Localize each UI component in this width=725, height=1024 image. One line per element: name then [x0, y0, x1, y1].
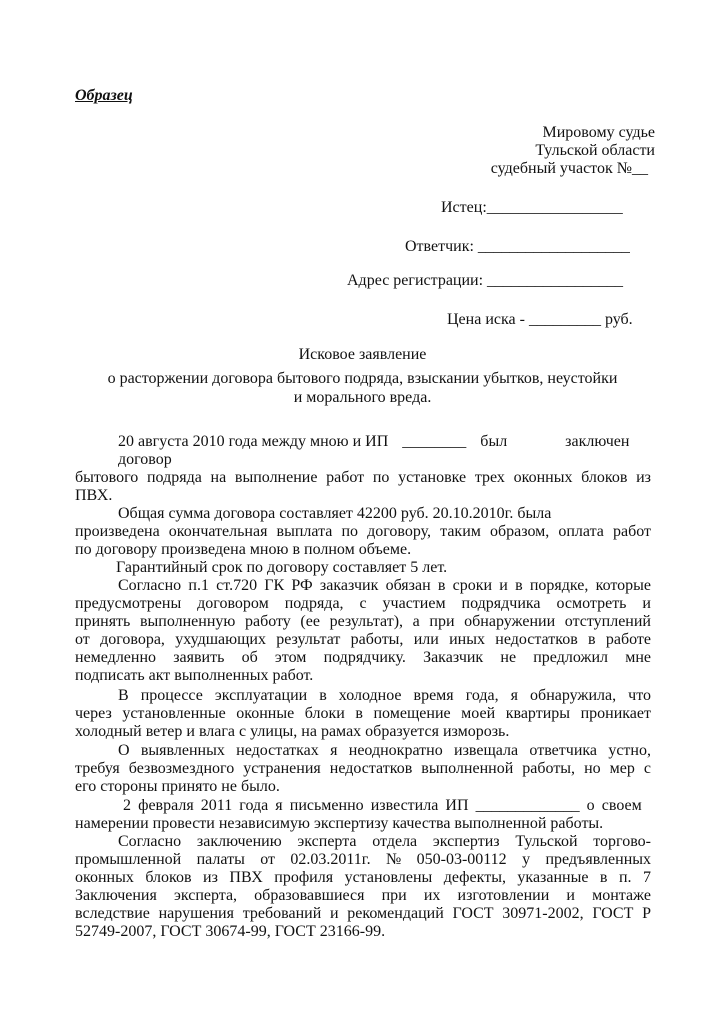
paragraph-line: немедленно заявить об этом подрядчику. Заказчик не предложил мне [75, 649, 651, 666]
paragraph-line: Заключения эксперта, образовавшиеся при их изготовлении и монтаже [75, 887, 651, 904]
paragraph-line: принять выполненную работу (ее результат), а при обнаружении отступлений [75, 613, 651, 630]
paragraph-line: договор [118, 451, 172, 468]
paragraph-line: по договору произведена мною в полном объеме. [75, 541, 412, 558]
paragraph-expertise [75, 833, 651, 941]
paragraph-payment [75, 505, 651, 559]
addressee-line-1: Мировому судье [542, 124, 655, 141]
paragraph-warranty [75, 559, 651, 577]
paragraph-line: Гарантийный срок по договору составляет 5 лет. [116, 559, 448, 576]
paragraph-line: Согласно заключению эксперта отдела экспертиз Тульской торгово- [118, 833, 651, 850]
paragraph-line: от договора, ухудшающих результат работы, или иных недостатков в работе [75, 631, 651, 648]
paragraph-defects [75, 687, 651, 741]
paragraph-contract [75, 433, 651, 505]
paragraph-line: его стороны принято не было. [75, 778, 280, 795]
paragraph-line: через установленные оконные блоки в помещение моей квартиры проникает [75, 705, 651, 722]
paragraph-line: 2 февраля 2011 года я письменно известила ИП _____________ о своем [123, 797, 642, 814]
paragraph-line: промышленной палаты от 02.03.2011г. № 050-03-00112 у предъявленных [75, 851, 651, 868]
paragraph-line: вследствие нарушения требований и рекомендаций ГОСТ 30971-2002, ГОСТ Р [75, 905, 651, 922]
defendant-field: Ответчик: ___________________ [405, 238, 630, 255]
paragraph-line: Согласно п.1 ст.720 ГК РФ заказчик обязан в сроки и в порядке, которые [118, 577, 651, 594]
paragraph-line: 20 августа 2010 года между мною и ИП ________ был заключен [118, 433, 630, 450]
claim-price-field: Цена иска - _________ руб. [447, 311, 633, 328]
title-line-2: о расторжении договора бытового подряда, взыскании убытков, неустойки [107, 370, 618, 387]
paragraph-law-article [75, 577, 651, 685]
addressee-line-2: Тульской области [535, 142, 655, 159]
sample-label: Образец [75, 87, 133, 104]
paragraph-line: О выявленных недостатках я неоднократно извещала ответчика устно, [118, 742, 651, 759]
paragraph-line: В процессе эксплуатации в холодное время года, я обнаружила, что [118, 687, 651, 704]
paragraph-written-notice [75, 797, 651, 833]
paragraph-line: намерении провести независимую экспертизу качества выполненной работы. [75, 815, 604, 832]
title-line-3: и морального вреда. [293, 389, 432, 406]
paragraph-line: произведена окончательная выплата по договору, таким образом, оплата работ [75, 523, 651, 540]
addressee-line-3: судебный участок №__ [490, 160, 648, 177]
paragraph-line: ПВХ. [75, 487, 113, 504]
paragraph-line: требуя безвозмездного устранения недостатков выполненной работы, но мер с [75, 760, 651, 777]
plaintiff-field: Истец:_________________ [441, 199, 623, 216]
paragraph-line: подписать акт выполненных работ. [75, 667, 314, 684]
paragraph-line: бытового подряда на выполнение работ по установке трех оконных блоков из [75, 469, 651, 486]
registration-field: Адрес регистрации: _________________ [347, 272, 624, 289]
paragraph-line: 52749-2007, ГОСТ 30674-99, ГОСТ 23166-99. [75, 923, 386, 940]
paragraph-line: оконных блоков из ПВХ профиля установлены дефекты, указанные в п. 7 [75, 869, 651, 886]
paragraph-notification [75, 742, 651, 796]
title-line-1: Исковое заявление [298, 346, 427, 363]
paragraph-line: Общая сумма договора составляет 42200 руб. 20.10.2010г. была [118, 505, 552, 522]
paragraph-line: холодный ветер и влага с улицы, на рамах образуется изморозь. [75, 723, 510, 740]
paragraph-line: предусмотрены договором подряда, с участием подрядчика осмотреть и [75, 595, 651, 612]
